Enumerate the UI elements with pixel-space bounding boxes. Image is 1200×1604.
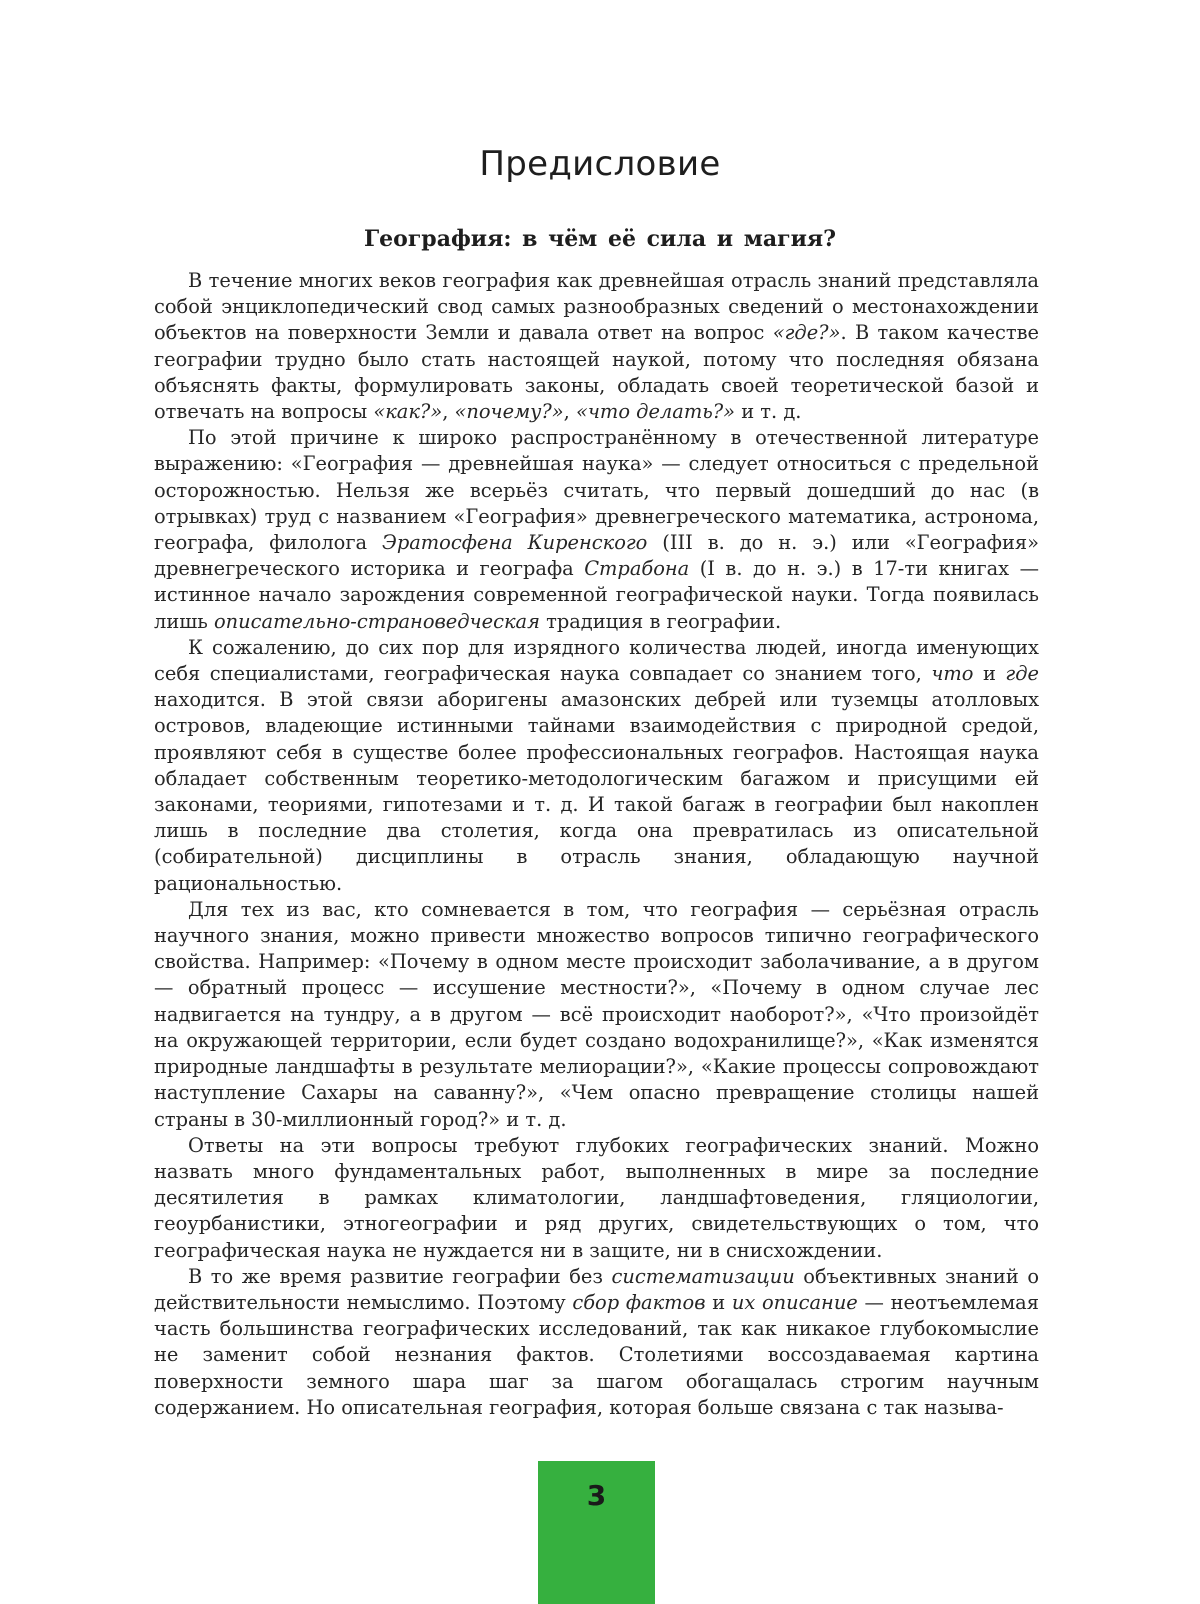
text-segment: Для тех из вас, кто сомневается в том, что география — серьёзная отрасль научного знания, можно привести множество вопросов типично географического свойства. Например: «Почему в одном месте происходит заболачивание, а в другом — обратный процесс — иссушение местности?», «Почему в одном случае лес надвигается на тундру, а в другом — всё происходит наоборот?», «Что произойдёт на окружающей территории, если будет создано водохранилище?», «Как изменятся природные ландшафты в результате мелиорации?», «Какие процессы сопровождают наступление Сахары на саванну?», «Чем опасно превращение столицы нашей страны в 30-миллионный город?» и т. д. <box>154 897 1039 1131</box>
page-number: 3 <box>586 1479 607 1512</box>
paragraph <box>154 897 1039 1133</box>
text-segment: и т. д. <box>735 400 802 424</box>
text-segment: , <box>563 400 576 424</box>
section-title: География: в чём её сила и магия? <box>363 226 837 252</box>
body-text <box>154 268 1039 1421</box>
italic-segment: где <box>1005 662 1039 686</box>
text-segment: (I в. до н. э.) в 17-ти книгах — истинное начало зарождения современной географической науки. Тогда появилась лишь <box>154 557 1039 633</box>
text-segment: . В таком качестве географии трудно было стать настоящей наукой, потому что последняя обязана объяснять факты, формулировать законы, обладать своей теоретической базой и отвечать на вопросы <box>154 321 1039 424</box>
text-segment: (III в. до н. э.) или «География» древнегреческого историка и географа <box>154 531 1039 581</box>
text-segment: В то же время развитие географии без <box>188 1264 612 1288</box>
text-segment: — неотъемлемая часть большинства географических исследований, так как никакое глубокомыслие не заменит собой незнания фактов. Столетиями воссоздаваемая картина поверхности земного шара шаг за шагом обогащалась строгим научным содержанием. Но описательная география, которая больше связана с так называ- <box>154 1290 1039 1419</box>
italic-segment: Эратосфена Киренского <box>381 531 648 555</box>
chapter-title: Предисловие <box>479 144 721 184</box>
italic-segment: «как?» <box>373 400 443 424</box>
text-segment: и <box>705 1290 732 1314</box>
paragraph <box>154 1133 1039 1264</box>
italic-segment: «почему?» <box>454 400 564 424</box>
text-segment: Ответы на эти вопросы требуют глубоких географических знаний. Можно назвать много фундаментальных работ, выполненных в мире за последние десятилетия в рамках климатологии, ландшафтоведения, гляциологии, геоурбанистики, этногеографии и ряд других, свидетельствующих о том, что географическая наука не нуждается ни в защите, ни в снисхождении. <box>154 1133 1039 1262</box>
text-segment: По этой причине к широко распространённому в отечественной литературе выражению: «География — древнейшая наука» — следует относиться с предельной осторожностью. Нельзя же всерьёз считать, что первый дошедший до нас (в отрывках) труд с названием «География» древнегреческого математика, астронома, географа, филолога <box>154 426 1039 555</box>
italic-segment: систематизации <box>611 1264 795 1288</box>
italic-segment: что <box>931 662 974 686</box>
paragraph <box>154 635 1039 897</box>
text-segment: объективных знаний о действительности немыслимо. Поэтому <box>154 1264 1039 1314</box>
page-number-tab <box>538 1461 655 1604</box>
text-segment: , <box>442 400 455 424</box>
paragraph <box>154 425 1039 635</box>
italic-segment: «где?» <box>772 321 841 345</box>
text-segment: традиция в географии. <box>539 609 782 633</box>
paragraph <box>154 268 1039 425</box>
text-segment: находится. В этой связи аборигены амазонских дебрей или туземцы атолловых островов, владеющие истинными тайнами взаимодействия с природной средой, проявляют себя в существе более профессиональных географов. Настоящая наука обладает собственным теоретико-методологическим багажом и присущими ей законами, теориями, гипотезами и т. д. И такой багаж в географии был накоплен лишь в последние два столетия, когда она превратилась из описательной (собирательной) дисциплины в отрасль знания, обладающую научной рациональностью. <box>154 688 1039 895</box>
italic-segment: «что делать?» <box>576 400 736 424</box>
italic-segment: описательно-страноведческая <box>214 609 540 633</box>
italic-segment: Страбона <box>584 557 690 581</box>
italic-segment: их описание <box>731 1290 858 1314</box>
italic-segment: сбор фактов <box>572 1290 706 1314</box>
text-segment: В течение многих веков география как древнейшая отрасль знаний представляла собой энциклопедический свод самых разнообразных сведений о местонахождении объектов на поверхности Земли и давала ответ на вопрос <box>154 269 1039 345</box>
paragraph <box>154 1264 1039 1421</box>
text-segment: К сожалению, до сих пор для изрядного количества людей, иногда именующих себя специалистами, географическая наука совпадает со знанием того, <box>154 635 1039 686</box>
text-segment: и <box>973 662 1006 686</box>
